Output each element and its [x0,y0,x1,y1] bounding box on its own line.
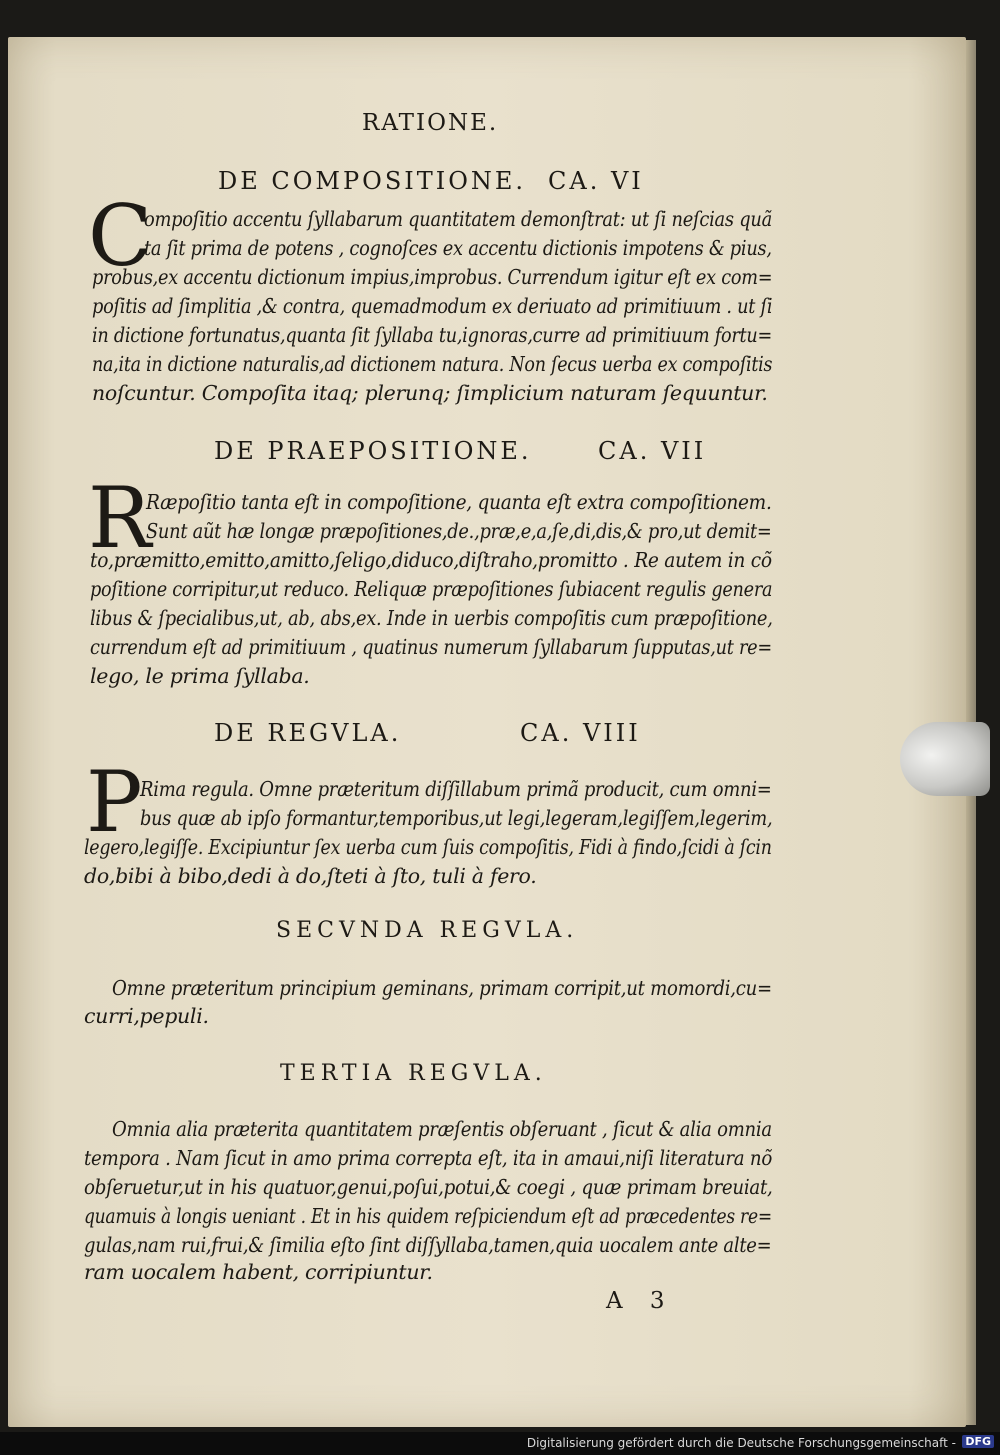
rule-heading: SECVNDA REGVLA. [276,918,579,943]
signature-mark: A 3 [606,1288,675,1314]
funding-footer [0,1432,1000,1455]
text-line: poſitis ad ſimplitia ,& contra, quemadmodum ex deriuato ad primitiuum . ut ſi [92,294,773,318]
text-line: ompoſitio accentu ſyllabarum quantitatem demonſtrat: ut ſi neſcias quã [144,207,772,231]
text-line: gulas,nam rui,frui,& ſimilia eſto ſint diſſyllaba,tamen,quia uocalem ante alte= [84,1233,772,1257]
drop-cap: C [88,187,153,285]
chapter-heading: DE REGVLA. [214,719,402,747]
text-line: libus & ſpecialibus,ut, ab, abs,ex. Inde in uerbis compoſitis cum præpoſitione, [90,606,773,630]
text-line: to,præmitto,emitto,amitto,ſeligo,diduco,diſtraho,promitto . Re autem in cõ [90,548,772,572]
page-clip [900,722,990,796]
text-line: Omnia alia præterita quantitatem præſentis obſeruant , ſicut & alia omnia [112,1117,772,1141]
text-line: bus quæ ab ipſo formantur,temporibus,ut legi,legeram,legiſſem,legerim, [140,806,773,830]
rule-heading: TERTIA REGVLA. [280,1061,547,1086]
text-line: probus,ex accentu dictionum impius,improbus. Currendum igitur eſt ex com= [92,265,773,289]
text-line: Omne præteritum principium geminans, primam corripit,ut momordi,cu= [112,976,772,1000]
text-line: Sunt aũt hæ longæ præpoſitiones,de.,præ,e,a,ſe,di,dis,& pro,ut demit= [146,519,772,543]
text-line: quamuis à longis ueniant . Et in his quidem reſpiciendum eſt ad præcedentes re= [84,1204,772,1228]
text-line: legero,legiſſe. Excipiuntur ſex uerba cum ſuis compoſitis, Fidi à findo,ſcidi à ſcin [84,835,772,859]
text-line: do,bibi à bibo,dedi à do,ſteti à ſto, tuli à fero. [84,864,537,888]
text-line: lego, le prima ſyllaba. [90,664,310,688]
drop-cap: R [88,469,152,567]
text-line: ram uocalem habent, corripiuntur. [84,1260,433,1284]
text-line: in dictione fortunatus,quanta ſit ſyllaba tu,ignoras,curre ad primitiuum fortu= [92,323,773,347]
text-line: obſeruetur,ut in his quatuor,genui,poſui,potui,& coegi , quæ primam breuiat, [84,1175,773,1199]
chapter-heading [218,167,526,195]
chapter-title: DE COMPOSITIONE. [218,167,527,195]
running-head: RATIONE. [362,110,499,136]
text-line: Rima regula. Omne præteritum diſſillabum primã producit, cum omni= [140,777,772,801]
text-line: na,ita in dictione naturalis,ad dictionem natura. Non ſecus uerba ex compoſitis [92,352,773,376]
chapter-number: CA. VI [548,167,644,195]
chapter-heading: DE PRAEPOSITIONE. [214,437,532,465]
footer-text: Digitalisierung gefördert durch die Deutsche Forschungsgemeinschaft - [526,1436,956,1450]
drop-cap: P [86,753,143,851]
text-line: noſcuntur. Compoſita itaq; plerunq; ſimplicium naturam ſequuntur. [92,381,768,405]
text-line: Ræpoſitio tanta eſt in compoſitione, quanta eſt extra compoſitionem. [146,490,772,514]
chapter-number: CA. VII [598,437,707,465]
text-line: ta ſit prima de potens , cognoſces ex accentu dictionis impotens & pius, [144,236,772,260]
text-line: curri,pepuli. [84,1004,209,1028]
text-line: tempora . Nam ſicut in amo prima correpta eſt, ita in amaui,niſi literatura nõ [84,1146,773,1170]
text-line: currendum eſt ad primitiuum , quatinus numerum ſyllabarum ſupputas,ut re= [90,635,772,659]
dfg-logo: DFG [962,1435,994,1448]
text-line: poſitione corripitur,ut reduco. Reliquæ præpoſitiones ſubiacent regulis genera [90,577,773,601]
chapter-number: CA. VIII [520,719,641,747]
